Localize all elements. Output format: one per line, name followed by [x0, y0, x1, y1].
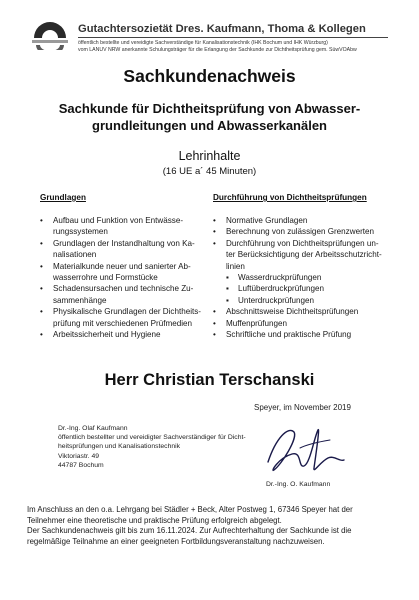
- sub-list-item: ▪ Wasserdruckprüfungen: [213, 272, 399, 283]
- recipient-name: Herr Christian Terschanski: [104, 371, 315, 389]
- place-date: Speyer, im November 2019: [254, 403, 351, 412]
- signature-caption: Dr.-Ing. O. Kaufmann: [266, 481, 331, 488]
- signer-street: Viktoriastr. 49: [58, 452, 100, 460]
- list-item: • Schriftliche und praktische Prüfung: [213, 329, 399, 340]
- header-divider: [78, 37, 388, 38]
- list-item: • Muffenprüfungen: [213, 318, 399, 329]
- left-column-heading: Grundlagen: [40, 193, 86, 202]
- lehrinhalte-heading: Lehrinhalte: [178, 149, 241, 163]
- list-item: • Materialkunde neuer und sanierter Ab- wasserrohre und Formstücke: [40, 261, 218, 284]
- signer-title-line-1: öffentlich bestellter und vereidigter Sachverständiger für Dicht-: [58, 434, 246, 442]
- sub-list-item: ▪ Unterdruckprüfungen: [213, 295, 399, 306]
- organization-description: [78, 40, 398, 54]
- list-item: • Abschnittsweise Dichtheitsprüfungen: [213, 306, 399, 317]
- organization-description-line-1: öffentlich bestellte und vereidigte Sachverständige für Kanalisationstechnik (IHK Bochum und IHK Würzburg): [78, 40, 328, 46]
- signer-block: [58, 424, 246, 470]
- left-topic-list: [40, 215, 218, 340]
- list-item: • Durchführung von Dichtheitsprüfungen un- ter Berücksichtigung der Arbeitsschutzricht- linien: [213, 238, 399, 272]
- signer-name: Dr.-Ing. Olaf Kaufmann: [58, 425, 128, 432]
- signer-city: 44787 Bochum: [58, 461, 104, 469]
- sub-list-item: ▪ Luftüberdruckprüfungen: [213, 283, 399, 294]
- lehrinhalte-hours: (16 UE a´ 45 Minuten): [162, 166, 257, 177]
- footer-line-1: Im Anschluss an den o.a. Lehrgang bei Städler + Beck, Alter Postweg 1, 67346 Speyer hat der: [27, 505, 353, 514]
- list-item: • Grundlagen der Instandhaltung von Ka- nalisationen: [40, 238, 218, 261]
- right-topic-list: [213, 215, 399, 340]
- list-item: • Aufbau und Funktion von Entwässe- rungssystemen: [40, 215, 218, 238]
- footer-text: [27, 505, 399, 547]
- footer-line-2: Teilnehmer eine theoretische und praktische Prüfung erfolgreich abgelegt.: [27, 515, 282, 525]
- organization-logo: [30, 16, 70, 50]
- left-column: [40, 193, 218, 340]
- document-subtitle: [20, 100, 399, 134]
- right-column: [213, 193, 399, 340]
- handwritten-signature: [258, 418, 348, 480]
- right-column-heading: Durchführung von Dichtheitsprüfungen: [213, 193, 367, 202]
- document-title: Sachkundenachweis: [123, 66, 296, 86]
- list-item: • Normative Grundlagen: [213, 215, 399, 226]
- footer-line-3: Der Sachkundenachweis gilt bis zum 16.11.2024. Zur Aufrechterhaltung der Sachkunde ist die: [27, 526, 352, 536]
- footer-line-4: regelmäßige Teilnahme an einer geeigneten Fortbildungsveranstaltung nachzuweisen.: [27, 536, 325, 546]
- subtitle-line-2: grundleitungen und Abwasserkanälen: [92, 118, 327, 133]
- list-item: • Arbeitssicherheit und Hygiene: [40, 329, 218, 340]
- organization-name: Gutachtersozietät Dres. Kaufmann, Thoma & Kollegen: [78, 23, 366, 35]
- list-item: • Physikalische Grundlagen der Dichtheits- prüfung mit verschiedenen Prüfmedien: [40, 306, 218, 329]
- list-item: • Berechnung von zulässigen Grenzwerten: [213, 226, 399, 237]
- list-item: • Schadensursachen und technische Zu- sammenhänge: [40, 283, 218, 306]
- signer-title-line-2: heitsprüfungen und Kanalisationstechnik: [58, 443, 181, 451]
- subtitle-line-1: Sachkunde für Dichtheitsprüfung von Abwasser-: [58, 101, 361, 116]
- organization-description-line-2: vom LANUV NRW anerkannte Schulungsträger für die Erlangung der Sachkunde zur Dichtheitsprüfung gem. SüwVOAbw: [78, 47, 357, 53]
